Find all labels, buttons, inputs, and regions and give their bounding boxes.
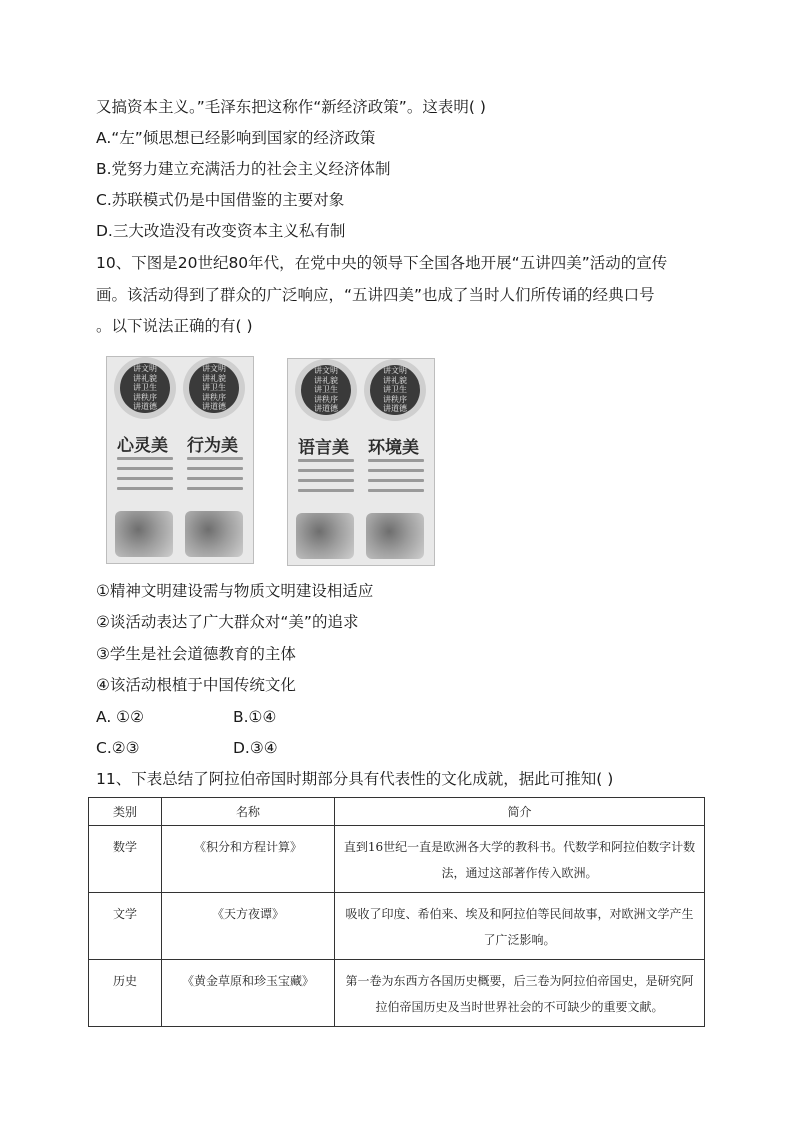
question-10-stem-line1: 10、下图是20世纪80年代，在党中央的领导下全国各地开展“五讲四美”活动的宣传 bbox=[96, 254, 668, 272]
q9-option-d: D.三大改造没有改变资本主义私有制 bbox=[96, 222, 346, 240]
poster-right-badge-2: 讲文明 讲礼貌 讲卫生 讲秩序 讲道德 bbox=[370, 365, 420, 415]
poster-right-illustration-2 bbox=[366, 513, 424, 559]
header-description: 简介 bbox=[335, 798, 705, 826]
poster-left bbox=[106, 356, 254, 564]
poster-left-title-2: 行为美 bbox=[187, 436, 238, 456]
question-11-stem: 11、下表总结了阿拉伯帝国时期部分具有代表性的文化成就，据此可推知( ) bbox=[96, 770, 614, 788]
table-header-row bbox=[89, 798, 705, 826]
header-name: 名称 bbox=[162, 798, 335, 826]
poster-right-illustration-1 bbox=[296, 513, 354, 559]
poster-right bbox=[287, 358, 435, 566]
q9-option-c: C.苏联模式仍是中国借鉴的主要对象 bbox=[96, 191, 345, 209]
poster-left-illustration-2 bbox=[185, 511, 243, 557]
question-10-stem-line3: 。以下说法正确的有( ) bbox=[96, 317, 253, 335]
q10-option-d: D.③④ bbox=[233, 739, 278, 757]
poster-left-badge-2: 讲文明 讲礼貌 讲卫生 讲秩序 讲道德 bbox=[189, 363, 239, 413]
poster-right-title-2: 环境美 bbox=[368, 438, 419, 458]
q10-option-a: A. ①② bbox=[96, 708, 144, 726]
q10-option-b: B.①④ bbox=[233, 708, 277, 726]
statement-1: ①精神文明建设需与物质文明建设相适应 bbox=[96, 582, 374, 600]
poster-right-badge-1: 讲文明 讲礼貌 讲卫生 讲秩序 讲道德 bbox=[301, 365, 351, 415]
header-category: 类别 bbox=[89, 798, 162, 826]
statement-4: ④该活动根植于中国传统文化 bbox=[96, 676, 296, 694]
poster-right-text-2 bbox=[368, 459, 424, 499]
q9-option-a: A.“左”倾思想已经影响到国家的经济政策 bbox=[96, 129, 376, 147]
statement-3: ③学生是社会道德教育的主体 bbox=[96, 645, 296, 663]
poster-left-text-1 bbox=[117, 457, 173, 497]
cell-name: 《天方夜谭》 bbox=[162, 893, 335, 960]
poster-right-title-1: 语言美 bbox=[298, 438, 349, 458]
q10-option-c: C.②③ bbox=[96, 739, 140, 757]
cell-description: 直到16世纪一直是欧洲各大学的教科书。代数学和阿拉伯数字计数法，通过这部著作传入欧洲。 bbox=[335, 826, 705, 893]
table-row bbox=[89, 893, 705, 960]
cell-description: 第一卷为东西方各国历史概要，后三卷为阿拉伯帝国史，是研究阿拉伯帝国历史及当时世界社会的不可缺少的重要文献。 bbox=[335, 960, 705, 1027]
poster-left-text-2 bbox=[187, 457, 243, 497]
question-9-stem-tail: 又搞资本主义。”毛泽东把这称作“新经济政策”。这表明( ) bbox=[96, 98, 486, 116]
cell-name: 《黄金草原和珍玉宝藏》 bbox=[162, 960, 335, 1027]
arab-achievements-table bbox=[88, 797, 705, 1027]
question-10-stem-line2: 画。该活动得到了群众的广泛响应，“五讲四美”也成了当时人们所传诵的经典口号 bbox=[96, 286, 655, 304]
poster-left-illustration-1 bbox=[115, 511, 173, 557]
table-row bbox=[89, 960, 705, 1027]
statement-2: ②谈活动表达了广大群众对“美”的追求 bbox=[96, 613, 359, 631]
table-row bbox=[89, 826, 705, 893]
cell-description: 吸收了印度、希伯来、埃及和阿拉伯等民间故事，对欧洲文学产生了广泛影响。 bbox=[335, 893, 705, 960]
cell-category: 历史 bbox=[89, 960, 162, 1027]
poster-right-text-1 bbox=[298, 459, 354, 499]
poster-left-badge-1: 讲文明 讲礼貌 讲卫生 讲秩序 讲道德 bbox=[120, 363, 170, 413]
poster-left-title-1: 心灵美 bbox=[117, 436, 168, 456]
cell-name: 《积分和方程计算》 bbox=[162, 826, 335, 893]
q9-option-b: B.党努力建立充满活力的社会主义经济体制 bbox=[96, 160, 391, 178]
cell-category: 数学 bbox=[89, 826, 162, 893]
cell-category: 文学 bbox=[89, 893, 162, 960]
